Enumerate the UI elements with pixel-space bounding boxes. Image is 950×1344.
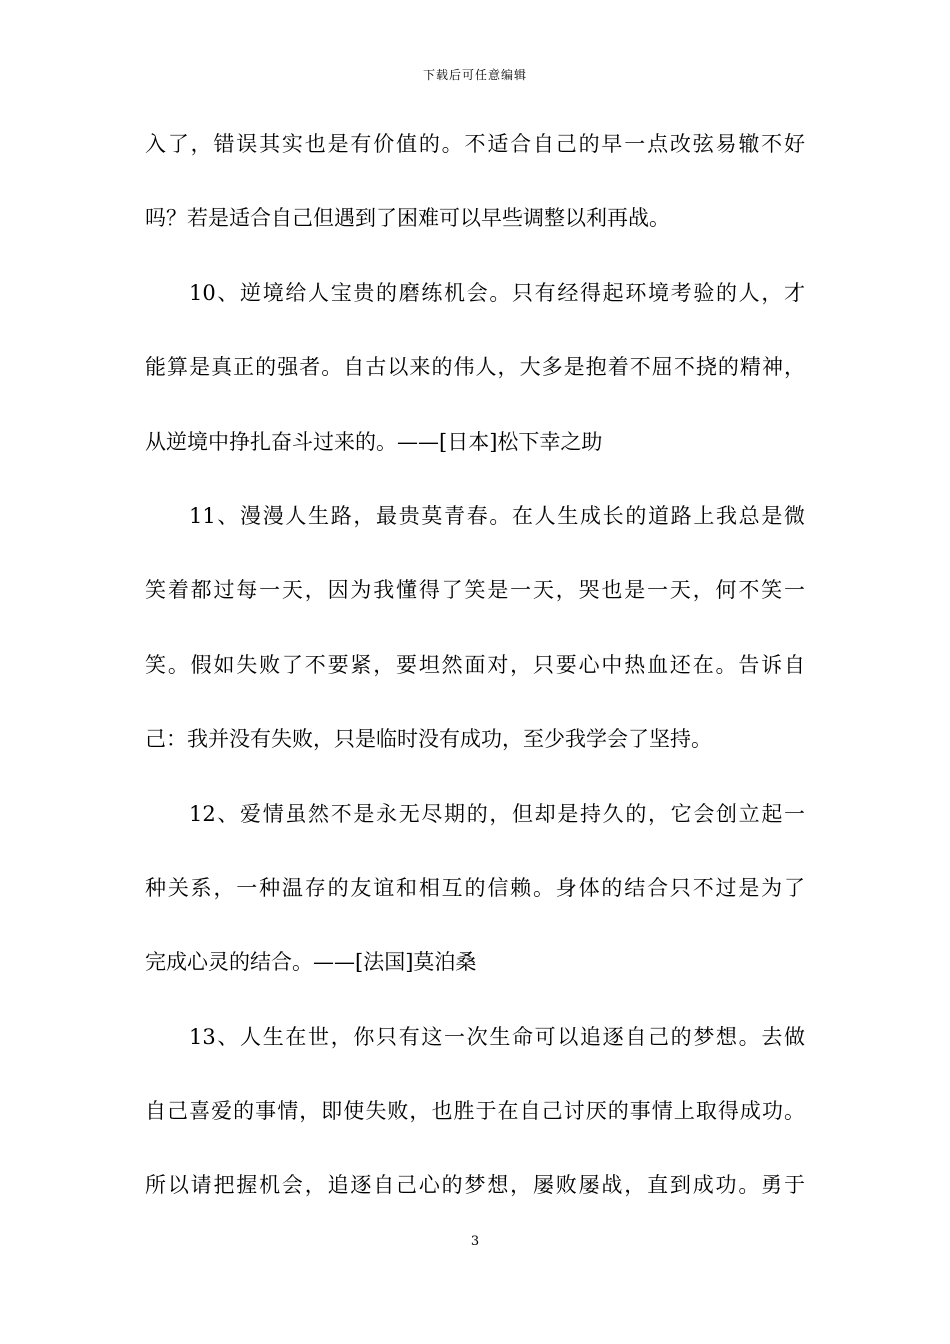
text-line: 10、逆境给人宝贵的磨练机会。只有经得起环境考验的人，才 <box>189 280 805 305</box>
text-line: 13、人生在世，你只有这一次生命可以追逐自己的梦想。去做 <box>189 1024 805 1049</box>
text-line: 入了，错误其实也是有价值的。不适合自己的早一点改弦易辙不好 <box>145 132 805 156</box>
text-line: 吗？若是适合自己但遇到了困难可以早些调整以利再战。 <box>145 206 670 231</box>
page-number: 3 <box>470 1234 480 1249</box>
text-line: 种关系，一种温存的友谊和相互的信赖。身体的结合只不过是为了 <box>145 875 805 900</box>
header-note: 下载后可任意编辑 <box>422 68 527 82</box>
text-line: 完成心灵的结合。——[法国]莫泊桑 <box>145 950 477 975</box>
text-line: 自己喜爱的事情，即使失败，也胜于在自己讨厌的事情上取得成功。 <box>145 1099 805 1124</box>
text-line: 从逆境中挣扎奋斗过来的。——[日本]松下幸之助 <box>145 429 603 454</box>
text-line: 所以请把握机会，追逐自己心的梦想，屡败屡战，直到成功。勇于 <box>145 1173 805 1198</box>
text-line: 12、爱情虽然不是永无尽期的，但却是持久的，它会创立起一 <box>189 801 805 826</box>
text-line: 笑着都过每一天，因为我懂得了笑是一天，哭也是一天，何不笑一 <box>145 578 805 603</box>
text-line: 己：我并没有失败，只是临时没有成功，至少我学会了坚持。 <box>145 727 712 752</box>
text-line: 11、漫漫人生路，最贵莫青春。在人生成长的道路上我总是微 <box>189 503 805 528</box>
text-line: 笑。假如失败了不要紧，要坦然面对，只要心中热血还在。告诉自 <box>145 652 805 677</box>
text-line: 能算是真正的强者。自古以来的伟人，大多是抱着不屈不挠的精神， <box>145 355 805 380</box>
document-body <box>145 132 805 1248</box>
